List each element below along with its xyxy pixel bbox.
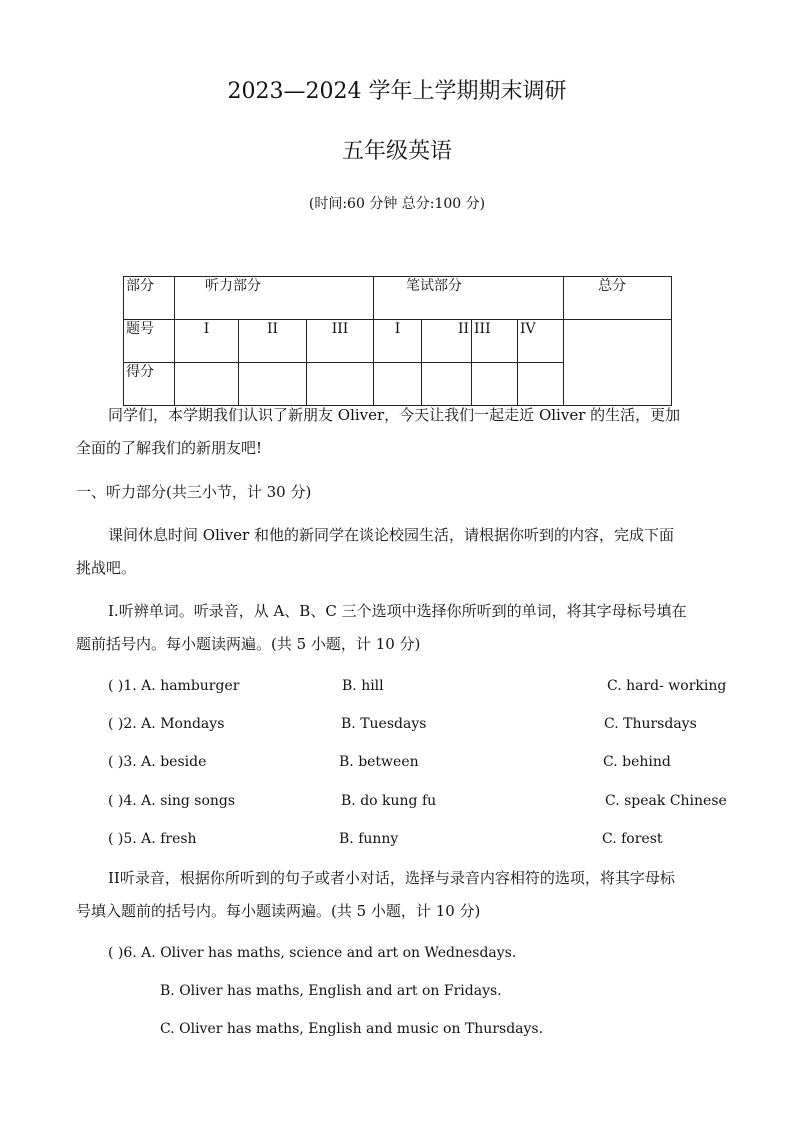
time-info: (时间:60 分钟 总分:100 分) [308, 196, 486, 212]
table-cell-score-empty [422, 363, 472, 406]
table-cell-score-empty [472, 363, 518, 406]
question-6-a: ( )6. A. Oliver has maths, science and art on Wednesdays. [108, 945, 517, 961]
question-5-a: ( )5. A. fresh [108, 831, 197, 847]
question-4-a: ( )4. A. sing songs [108, 793, 236, 809]
question-3-b: B. between [339, 754, 419, 770]
table-cell-listening-3: III [307, 320, 374, 363]
table-cell-writing-4: IV [518, 320, 564, 363]
part1-instruction-line-2: 题前括号内。每小题读两遍。(共 5 小题，计 10 分) [76, 635, 421, 653]
part2-instruction-line-1: II听录音，根据你所听到的句子或者小对话，选择与录音内容相符的选项，将其字母标 [108, 869, 675, 887]
question-5-c: C. forest [602, 831, 663, 847]
question-6-b: B. Oliver has maths, English and art on Fridays. [160, 983, 502, 999]
table-cell-score-empty [175, 363, 239, 406]
question-2-c: C. Thursdays [604, 716, 697, 732]
question-2-b: B. Tuesdays [341, 716, 427, 732]
question-4-b: B. do kung fu [341, 793, 437, 809]
table-cell-score-empty [374, 363, 422, 406]
section1-desc-line-2: 挑战吧。 [76, 559, 137, 577]
table-cell-writing: 笔试部分 [374, 277, 564, 320]
table-cell-number-label: 题号 [124, 320, 175, 363]
table-cell-writing-1: I [374, 320, 422, 363]
section1-heading: 一、听力部分(共三小节，计 30 分) [76, 483, 312, 501]
table-cell-listening-1: I [175, 320, 239, 363]
question-4-c: C. speak Chinese [605, 793, 727, 809]
page-subtitle: 五年级英语 [341, 139, 452, 164]
part1-instruction-line-1: I.听辨单词。听录音，从 A、B、C 三个选项中选择你所听到的单词，将其字母标号填在 [108, 602, 687, 620]
question-2-a: ( )2. A. Mondays [108, 716, 225, 732]
intro-line-2: 全面的了解我们的新朋友吧! [76, 439, 263, 457]
table-cell-part-label: 部分 [124, 277, 175, 320]
table-cell-total-score [564, 320, 672, 406]
table-cell-writing-2: II [422, 320, 472, 363]
question-5-b: B. funny [339, 831, 399, 847]
score-table [123, 276, 672, 406]
intro-line-1: 同学们，本学期我们认识了新朋友 Oliver，今天让我们一起走近 Oliver 的生活，更加 [108, 406, 681, 424]
table-cell-score-empty [307, 363, 374, 406]
question-6-c: C. Oliver has maths, English and music on Thursdays. [160, 1021, 544, 1037]
section1-desc-line-1: 课间休息时间 Oliver 和他的新同学在谈论校园生活，请根据你听到的内容，完成下面 [108, 526, 674, 544]
table-cell-writing-3: III [472, 320, 518, 363]
table-cell-listening: 听力部分 [175, 277, 374, 320]
table-cell-score-label: 得分 [124, 363, 175, 406]
question-1-c: C. hard- working [607, 678, 727, 694]
table-cell-listening-2: II [239, 320, 307, 363]
part2-instruction-line-2: 号填入题前的括号内。每小题读两遍。(共 5 小题，计 10 分) [76, 902, 481, 920]
page-title: 2023—2024 学年上学期期末调研 [227, 79, 567, 104]
table-cell-score-empty [239, 363, 307, 406]
table-cell-total: 总分 [564, 277, 672, 320]
question-3-a: ( )3. A. beside [108, 754, 207, 770]
question-1-a: ( )1. A. hamburger [108, 678, 240, 694]
question-1-b: B. hill [342, 678, 384, 694]
table-cell-score-empty [518, 363, 564, 406]
question-3-c: C. behind [603, 754, 671, 770]
